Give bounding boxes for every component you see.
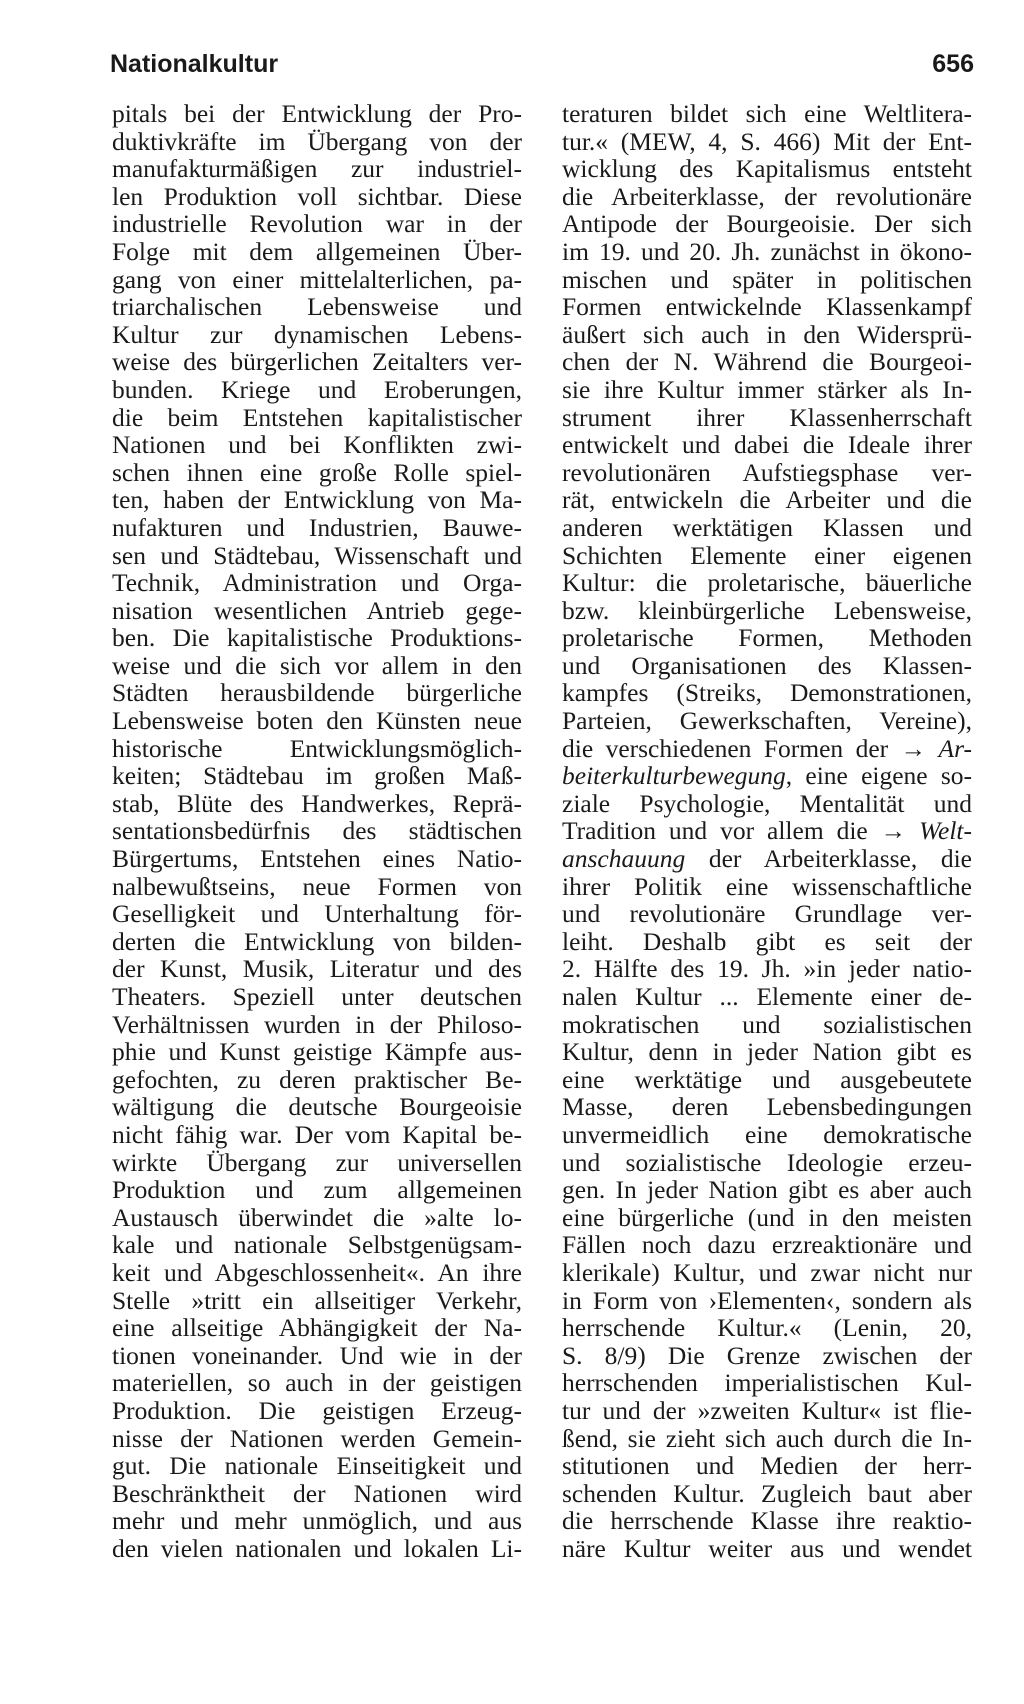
text-line: nisse der Nationen werden Gemein- <box>112 1423 522 1453</box>
text-line: weise und die sich vor allem in den <box>112 650 522 680</box>
text-line: und revolutionäre Grundlage ver- <box>562 899 972 929</box>
text-line: und Organisationen des Klassen- <box>562 650 972 680</box>
text-line: die beim Entstehen kapitalistischer <box>112 402 522 432</box>
text-line: industrielle Revolution war in der <box>112 209 522 239</box>
text-line: sie ihre Kultur immer stärker als In- <box>562 374 972 404</box>
text-line: Kultur zur dynamischen Lebens- <box>112 319 522 349</box>
text-line: 2. Hälfte des 19. Jh. »in jeder natio- <box>562 954 972 984</box>
text-line: pitals bei der Entwicklung der Pro- <box>112 99 522 128</box>
text-line: Technik, Administration und Orga- <box>112 568 522 598</box>
text-line: wältigung die deutsche Bourgeoisie <box>112 1092 522 1122</box>
text-line: tionen voneinander. Und wie in der <box>112 1340 522 1370</box>
text-line: Theaters. Speziell unter deutschen <box>112 982 522 1011</box>
text-line: rät, entwickeln die Arbeiter und die <box>562 485 972 515</box>
text-line: tur.« (MEW, 4, S. 466) Mit der Ent- <box>562 126 972 156</box>
text-line: Formen entwickelnde Klassenkampf <box>562 292 972 322</box>
text-line: Beschränktheit der Nationen wird <box>112 1478 522 1508</box>
right-column-part-b <box>562 790 972 818</box>
text-line: Produktion und zum allgemeinen <box>112 1175 522 1205</box>
text-line: strument ihrer Klassenherrschaft <box>562 402 972 432</box>
text-line: stitutionen und Medien der herr- <box>562 1451 972 1481</box>
text-line: nalbewußtseins, neue Formen von <box>112 871 522 901</box>
text-line: den vielen nationalen und lokalen Li- <box>112 1533 522 1563</box>
text-line: Städten herausbildende bürgerliche <box>112 678 522 708</box>
text-line: ziale Psychologie, Mentalität und <box>562 788 972 818</box>
cross-reference-link[interactable]: beiterkulturbewegung <box>562 761 786 791</box>
text-line: Verhältnissen wurden in der Philoso- <box>112 1009 522 1039</box>
right-column <box>562 100 972 1562</box>
text-line: mokratischen und sozialistischen <box>562 1009 972 1039</box>
text-line: gang von einer mittelalterlichen, pa- <box>112 264 522 294</box>
text-line: nisation wesentlichen Antrieb gege- <box>112 595 522 625</box>
text-line: Produktion. Die geistigen Erzeug- <box>112 1395 522 1425</box>
text-line: Lebensweise boten den Künsten neue <box>112 706 522 736</box>
text-line: bunden. Kriege und Eroberungen, <box>112 374 522 404</box>
text-line: Antipode der Bourgeoisie. Der sich <box>562 209 972 239</box>
text-line: nicht fähig war. Der vom Kapital be- <box>112 1119 522 1149</box>
text-line: chen der N. Während die Bourgeoi- <box>562 347 972 377</box>
text-line: manufakturmäßigen zur industriel- <box>112 154 522 184</box>
text-line: anderen werktätigen Klassen und <box>562 512 972 542</box>
text-line: sentationsbedürfnis des städtischen <box>112 816 522 846</box>
text-line: herrschende Kultur.« (Lenin, 20, <box>562 1313 972 1343</box>
text-line: Folge mit dem allgemeinen Über- <box>112 236 522 266</box>
text-line: herrschenden imperialistischen Kul- <box>562 1368 972 1398</box>
text-line: leiht. Deshalb gibt es seit der <box>562 926 972 956</box>
text-line: der Kunst, Musik, Literatur und des <box>112 954 522 984</box>
text-line: Stelle »tritt ein allseitiger Verkehr, <box>112 1285 522 1315</box>
text-line: duktivkräfte im Übergang von der <box>112 126 522 156</box>
text-line: schen ihnen eine große Rolle spiel- <box>112 457 522 487</box>
text-line: Geselligkeit und Unterhaltung för- <box>112 899 522 929</box>
text-line: mehr und mehr unmöglich, und aus <box>112 1506 522 1536</box>
text-line: eine bürgerliche (und in den meisten <box>562 1202 972 1232</box>
text-line: sen und Städtebau, Wissenschaft und <box>112 540 522 570</box>
text-line <box>562 762 972 790</box>
text-line: derten die Entwicklung von bilden- <box>112 926 522 956</box>
page-number: 656 <box>932 50 974 78</box>
text-run: der Arbeiterklasse, die <box>685 844 972 874</box>
text-line: ßend, sie zieht sich auch durch die In- <box>562 1423 972 1453</box>
text-line <box>562 735 972 763</box>
text-line: und sozialistische Ideologie erzeu- <box>562 1147 972 1177</box>
text-line: schenden Kultur. Zugleich baut aber <box>562 1478 972 1508</box>
text-line: Bürgertums, Entstehen eines Natio- <box>112 844 522 874</box>
text-run: die verschiedenen Formen der → <box>562 733 939 763</box>
cross-reference-link[interactable]: Welt- <box>919 816 972 846</box>
text-line: kale und nationale Selbstgenügsam- <box>112 1230 522 1260</box>
text-line <box>562 817 972 845</box>
text-line: die herrschende Klasse ihre reaktio- <box>562 1506 972 1536</box>
text-line <box>562 845 972 873</box>
text-line: keiten; Städtebau im großen Maß- <box>112 761 522 791</box>
text-line: ihrer Politik eine wissenschaftliche <box>562 871 972 901</box>
text-run: Tradition und vor allem die → <box>562 816 920 846</box>
text-line: ten, haben der Entwicklung von Ma- <box>112 485 522 515</box>
text-line: Fällen noch dazu erzreaktionäre und <box>562 1230 972 1260</box>
text-line: gut. Die nationale Einseitigkeit und <box>112 1451 522 1481</box>
left-column <box>112 100 522 1562</box>
text-line: Schichten Elemente einer eigenen <box>562 540 972 570</box>
text-line: wicklung des Kapitalismus entsteht <box>562 154 972 184</box>
text-run: , eine eigene so- <box>785 761 972 791</box>
text-line: materiellen, so auch in der geistigen <box>112 1368 522 1398</box>
cross-reference-link[interactable]: anschauung <box>562 844 686 874</box>
text-line: wirkte Übergang zur universellen <box>112 1147 522 1177</box>
text-line: kampfes (Streiks, Demonstrationen, <box>562 678 972 708</box>
text-line: äußert sich auch in den Widersprü- <box>562 319 972 349</box>
text-line: bzw. kleinbürgerliche Lebensweise, <box>562 595 972 625</box>
text-line: gefochten, zu deren praktischer Be- <box>112 1064 522 1094</box>
text-line: gen. In jeder Nation gibt es aber auch <box>562 1175 972 1205</box>
text-line: historische Entwicklungsmöglich- <box>112 733 522 763</box>
text-line: eine allseitige Abhängigkeit der Na- <box>112 1313 522 1343</box>
text-line: nalen Kultur ... Elemente einer de- <box>562 982 972 1011</box>
text-line: näre Kultur weiter aus und wendet <box>562 1533 972 1563</box>
right-column-part-c <box>562 873 972 1563</box>
text-line: stab, Blüte des Handwerkes, Reprä- <box>112 788 522 818</box>
text-line: ben. Die kapitalistische Produktions- <box>112 623 522 653</box>
text-line: proletarische Formen, Methoden <box>562 623 972 653</box>
text-line: Kultur: die proletarische, bäuerliche <box>562 568 972 598</box>
text-line: tur und der »zweiten Kultur« ist flie- <box>562 1395 972 1425</box>
cross-reference-link[interactable]: Ar- <box>938 733 972 763</box>
text-line: eine werktätige und ausgebeutete <box>562 1064 972 1094</box>
text-line: Parteien, Gewerkschaften, Vereine), <box>562 706 972 736</box>
right-column-part-a <box>562 100 972 735</box>
page-header <box>110 44 974 84</box>
text-line: triarchalischen Lebensweise und <box>112 292 522 322</box>
text-line: in Form von ›Elementen‹, sondern als <box>562 1285 972 1315</box>
text-line: S. 8/9) Die Grenze zwischen der <box>562 1340 972 1370</box>
text-line: keit und Abgeschlossenheit«. An ihre <box>112 1257 522 1287</box>
text-line: Masse, deren Lebensbedingungen <box>562 1092 972 1122</box>
text-line: mischen und später in politischen <box>562 264 972 294</box>
text-line: entwickelt und dabei die Ideale ihrer <box>562 430 972 460</box>
text-line: unvermeidlich eine demokratische <box>562 1119 972 1149</box>
text-line: len Produktion voll sichtbar. Diese <box>112 181 522 211</box>
text-line: teraturen bildet sich eine Weltlitera- <box>562 99 972 128</box>
text-line: Kultur, denn in jeder Nation gibt es <box>562 1037 972 1067</box>
text-line: weise des bürgerlichen Zeitalters ver- <box>112 347 522 377</box>
text-line: phie und Kunst geistige Kämpfe aus- <box>112 1037 522 1067</box>
running-head: Nationalkultur <box>110 50 279 78</box>
text-line: die Arbeiterklasse, der revolutionäre <box>562 181 972 211</box>
text-line: klerikale) Kultur, und zwar nicht nur <box>562 1257 972 1287</box>
text-line: Nationen und bei Konflikten zwi- <box>112 430 522 460</box>
text-line: revolutionären Aufstiegsphase ver- <box>562 457 972 487</box>
text-line: nufakturen und Industrien, Bauwe- <box>112 512 522 542</box>
text-line: im 19. und 20. Jh. zunächst in ökono- <box>562 236 972 266</box>
text-line: Austausch überwindet die »alte lo- <box>112 1202 522 1232</box>
